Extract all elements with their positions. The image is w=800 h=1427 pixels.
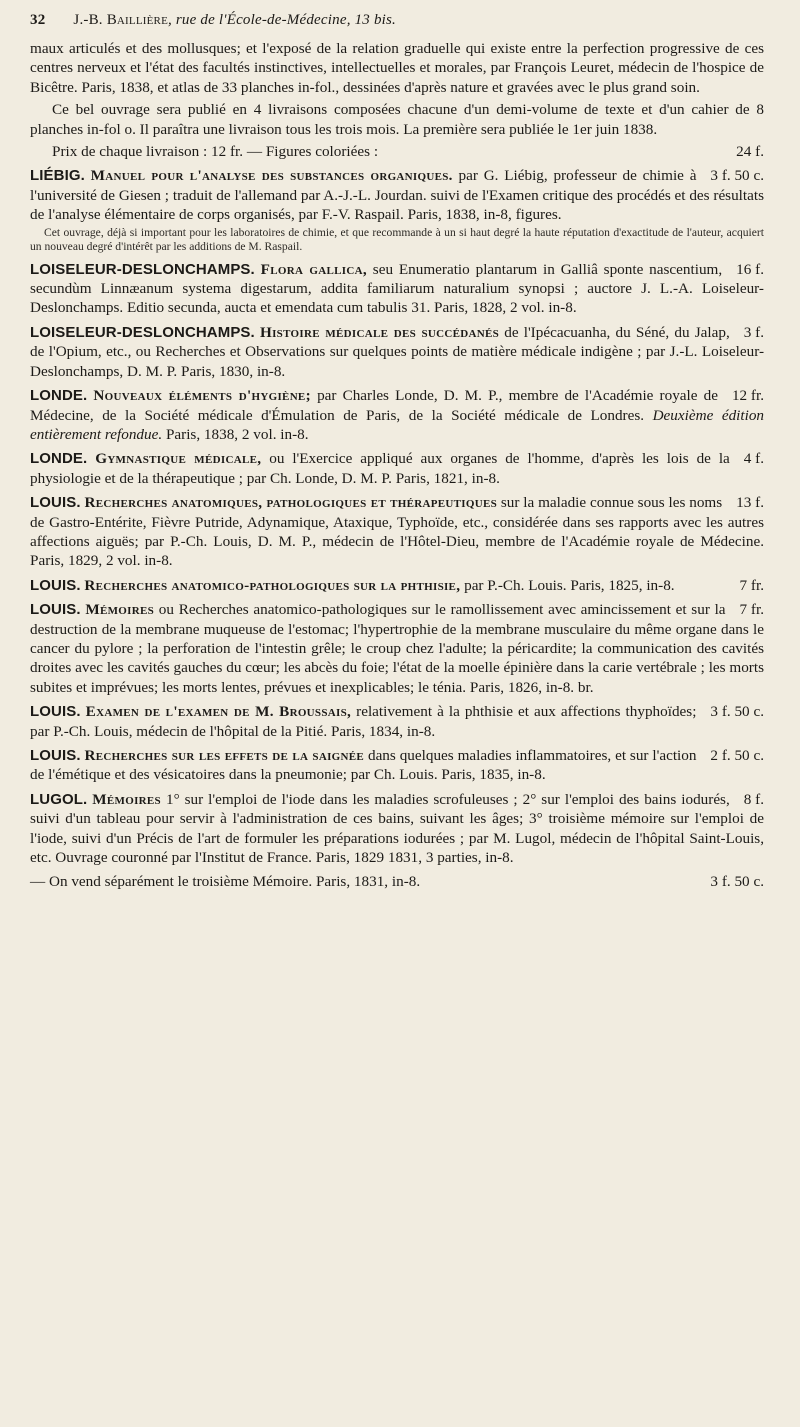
entry-note: Cet ouvrage, déjà si important pour les laboratoires de chimie, et que recommande à un si haut degré la haute réputation d'exactitude de l'auteur, acquiert un nouveau degré d'intérêt par les additions de M. Raspail. bbox=[30, 225, 764, 254]
price: 24 f. bbox=[736, 143, 764, 161]
entry-description: sur la maladie connue sous les noms de Gastro-Entérite, Fièvre Putride, Adynamique, Ataxique, Typhoïde, etc., considérée dans ses rapports avec les autres affections aiguës; par P.-Ch. Louis, D. M. P., médecin de l'Hôtel-Dieu, membre de l'Académie royale de Médecine. Paris, 1829, 2 vol. in-8. bbox=[30, 494, 764, 570]
catalogue-entry bbox=[30, 600, 764, 697]
work-title: Recherches sur les effets de la saignée bbox=[84, 747, 365, 764]
author-name: LOISELEUR-DESLONCHAMPS. bbox=[30, 323, 255, 341]
page-number: 32 bbox=[30, 12, 46, 28]
entry-description: par P.-Ch. Louis. Paris, 1825, in-8. bbox=[464, 576, 675, 594]
intro-paragraph: maux articulés et des mollusques; et l'exposé de la relation graduelle qui existe entre la perfection progressive de ces centres nerveux et l'état des facultés instinctives, intellectuelles et morales, par François Leuret, médecin de l'hospice de Bicêtre. Paris, 1838, et atlas de 33 planches in-fol., dessinées d'après nature et gravées avec le plus grand soin. bbox=[30, 40, 764, 96]
intro-price-text: Prix de chaque livraison : 12 fr. — Figures coloriées : bbox=[52, 143, 379, 161]
author-name: LOUIS. bbox=[30, 747, 81, 764]
author-name: LOISELEUR-DESLONCHAMPS. bbox=[30, 260, 255, 278]
entry-description: ou l'Exercice appliqué aux organes de l'homme, d'après les lois de la physiologie et de la thérapeutique ; par Ch. Londe, D. M. P. Paris, 1821, in-8. bbox=[30, 450, 730, 487]
work-title: Examen de l'examen de M. Broussais, bbox=[85, 703, 352, 721]
entry-description: par Charles Londe, D. M. P., membre de l'Académie royale de Médecine, de la Société médicale d'Émulation de Paris, de la Société médicale de Londres. bbox=[30, 387, 718, 424]
entry-description: relativement à la phthisie et aux affections thyphoïdes; par P.-Ch. Louis, médecin de l'hôpital de la Pitié. Paris, 1834, in-8. bbox=[30, 703, 697, 740]
catalogue-entry bbox=[30, 702, 764, 741]
price: 4 f. bbox=[743, 450, 764, 468]
price: 3 f. 50 c. bbox=[710, 703, 764, 721]
work-title: Histoire médicale des succédanés bbox=[259, 323, 500, 341]
work-title: Nouveaux éléments d'hygiène; bbox=[93, 387, 311, 405]
work-title: Mémoires bbox=[92, 790, 161, 808]
author-name: LOUIS. bbox=[30, 601, 81, 619]
publisher-line bbox=[73, 12, 396, 29]
work-title: Gymnastique médicale, bbox=[95, 450, 262, 468]
catalogue-entry bbox=[30, 493, 764, 571]
entry-description: de l'Ipécacuanha, du Séné, du Jalap, de l'Opium, etc., ou Recherches et Observations sur quelques points de matière médicale indigène ; par J.-L. Loiseleur-Deslonchamps, D. M. P. Paris, 1830, in-8. bbox=[30, 323, 764, 380]
entry-description: par G. Liébig, professeur de chimie à l'université de Giesen ; traduit de l'allemand par A.-J.-L. Jourdan. suivi de l'Examen critique des procédés et des résultats de l'analyse élémentaire de corps organisés, par F.-V. Raspail. Paris, 1838, in-8, figures. bbox=[30, 167, 764, 224]
work-title: Recherches anatomiques, pathologiques et thérapeutiques bbox=[84, 494, 498, 512]
work-title: Mémoires bbox=[85, 601, 155, 619]
price: 3 f. 50 c. bbox=[710, 873, 764, 891]
intro-price-line bbox=[30, 142, 764, 161]
author-name: LOUIS. bbox=[30, 494, 81, 512]
intro-paragraph: Ce bel ouvrage sera publié en 4 livraisons composées chacune d'un demi-volume de texte et d'un cahier de 8 planches in-fol o. Il paraîtra une livraison tous les trois mois. La première sera publiée le 1er juin 1838. bbox=[30, 101, 764, 138]
closing-text: — On vend séparément le troisième Mémoire. Paris, 1831, in-8. bbox=[30, 873, 421, 891]
author-name: LOUIS. bbox=[30, 703, 81, 721]
entry-description: ou Recherches anatomico-pathologiques sur le ramollissement avec amincissement et sur la destruction de la membrane muqueuse de l'estomac; l'hypertrophie de la membrane musculaire du même organe dans le cancer du pylore ; la perforation de l'intestin grêle; le croup chez l'adulte; la péricardite; la communication des cavités droites avec les cavités gauches du cœur; les abcès du foie; l'état de la moelle épinière dans la carie vertébrale ; les morts subites et imprévues; les morts lentes, prévues et inexplicables; le ténia. Paris, 1826, in-8. br. bbox=[30, 601, 764, 696]
work-title: Flora gallica, bbox=[260, 260, 367, 278]
author-name: LUGOL. bbox=[30, 790, 88, 808]
price: 16 f. bbox=[736, 260, 764, 278]
author-name: LONDE. bbox=[30, 450, 88, 468]
catalogue-entry bbox=[30, 746, 764, 785]
work-title: Recherches anatomico-pathologiques sur la phthisie, bbox=[84, 576, 461, 594]
price: 8 f. bbox=[743, 790, 764, 808]
price: 3 f. bbox=[743, 323, 764, 341]
price: 7 fr. bbox=[739, 601, 764, 619]
price: 12 fr. bbox=[731, 387, 764, 405]
price: 13 f. bbox=[736, 494, 764, 512]
price: 7 fr. bbox=[739, 576, 764, 594]
author-name: LIÉBIG. bbox=[30, 167, 85, 185]
catalogue-entry bbox=[30, 323, 764, 381]
catalogue-entry bbox=[30, 790, 764, 868]
work-title: Manuel pour l'analyse des substances organiques. bbox=[90, 167, 453, 185]
closing-line bbox=[30, 872, 764, 891]
continued-entry bbox=[30, 39, 764, 161]
publisher-address: , rue de l'École-de-Médecine, 13 bis. bbox=[167, 12, 397, 28]
catalogue-entry bbox=[30, 386, 764, 444]
catalogue-entry bbox=[30, 576, 764, 595]
author-name: LOUIS. bbox=[30, 576, 81, 594]
price: 3 f. 50 c. bbox=[710, 167, 764, 185]
catalogue-entry bbox=[30, 260, 764, 318]
edition-note: Deuxième édition entièrement refondue. bbox=[30, 406, 765, 443]
catalogue-entry bbox=[30, 166, 764, 254]
running-head bbox=[30, 12, 764, 29]
entry-description: seu Enumeratio plantarum in Galliâ sponte nascentium, secundùm Linnæanum systema digestarum, addita familiarum naturalium synopsi ; auctore J. L.-A. Loiseleur-Deslonchamps. Editio secunda, aucta et emendata cum tabulis 31. Paris, 1828, 2 vol. in-8. bbox=[30, 260, 764, 317]
price: 2 f. 50 c. bbox=[710, 747, 764, 764]
publisher-name: J.-B. Baillière bbox=[73, 12, 168, 28]
author-name: LONDE. bbox=[30, 387, 88, 405]
entry-description: 1° sur l'emploi de l'iode dans les maladies scrofuleuses ; 2° sur l'emploi des bains iodurés, suivi d'un tableau pour servir à l'administration de ces bains, suivant les âges; 3° troisième mémoire sur l'emploi de l'iode, suivi d'un Précis de l'art de formuler les préparations iodurées ; par M. Lugol, médecin de l'hôpital Saint-Louis, etc. Ouvrage couronné par l'Institut de France. Paris, 1829 1831, 3 parties, in-8. bbox=[30, 790, 764, 867]
entry-description: dans quelques maladies inflammatoires, et sur l'action de l'émétique et des vésicatoires dans la pneumonie; par Ch. Louis. Paris, 1835, in-8. bbox=[30, 747, 697, 784]
catalogue-entry bbox=[30, 449, 764, 488]
imprint: Paris, 1838, 2 vol. in-8. bbox=[165, 425, 309, 443]
catalogue-entries bbox=[30, 166, 764, 867]
